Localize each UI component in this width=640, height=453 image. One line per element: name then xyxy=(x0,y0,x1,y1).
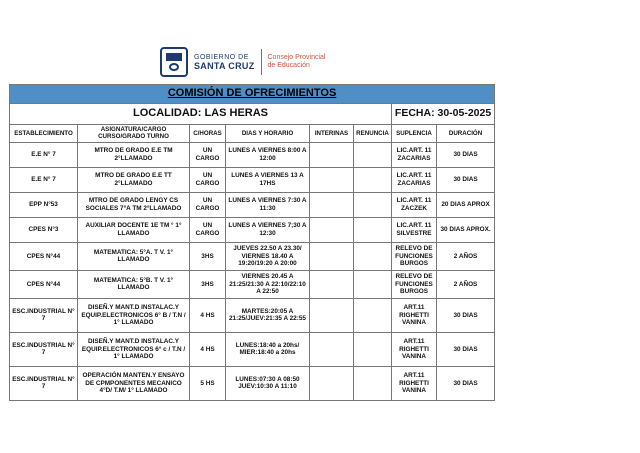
cell-duracion: 30 DIAS xyxy=(437,298,495,332)
cell-renuncia xyxy=(354,298,392,332)
cell-suplencia: LIC.ART. 11 ZACZEK xyxy=(392,192,437,217)
offers-table xyxy=(9,84,495,401)
cell-asignatura: MATEMATICA: 5°B. T V. 1° LLAMADO xyxy=(78,270,190,298)
cell-suplencia: ART.11 RIGHETTI VANINA xyxy=(392,366,437,400)
col-header: RENUNCIA xyxy=(354,125,392,143)
cell-suplencia: RELEVO DE FUNCIONES BURGOS xyxy=(392,242,437,270)
gobierno-label: GOBIERNO DE xyxy=(194,54,249,61)
table-body xyxy=(10,142,495,400)
table-row xyxy=(10,298,495,332)
localidad-label: LOCALIDAD: LAS HERAS xyxy=(10,104,392,125)
cell-duracion: 30 DIAS xyxy=(437,332,495,366)
cell-asignatura: OPERACIÓN MANTEN.Y ENSAYO DE CPMPONENTES MECANICO 4°D/ T.M/ 1° LLAMADO xyxy=(78,366,190,400)
table-row xyxy=(10,192,495,217)
table-row xyxy=(10,167,495,192)
cell-renuncia xyxy=(354,366,392,400)
cell-renuncia xyxy=(354,242,392,270)
cell-renuncia xyxy=(354,270,392,298)
cell-horas: 4 HS xyxy=(190,298,226,332)
cell-duracion: 30 DIAS xyxy=(437,366,495,400)
cell-asignatura: DISEÑ.Y MANT.D INSTALAC.Y EQUIP.ELECTRONICOS 6° B / T.N / 1° LLAMADO xyxy=(78,298,190,332)
table-row xyxy=(10,242,495,270)
cell-duracion: 20 DIAS APROX xyxy=(437,192,495,217)
cell-horas: 4 HS xyxy=(190,332,226,366)
cell-duracion: 2 AÑOS xyxy=(437,242,495,270)
cell-interinas xyxy=(310,242,354,270)
consejo-line-1: Consejo Provincial xyxy=(267,54,326,61)
cell-asignatura: AUXILIAR DOCENTE 1E TM ° 1° LLAMADO xyxy=(78,217,190,242)
cell-establecimiento: ESC.INDUSTRIAL N° 7 xyxy=(10,298,78,332)
cell-asignatura: DISEÑ.Y MANT.D INSTALAC.Y EQUIP.ELECTRONICOS 6° c / T.N / 1° LLAMADO xyxy=(78,332,190,366)
cell-interinas xyxy=(310,142,354,167)
cell-suplencia: LIC.ART. 11 ZACARIAS xyxy=(392,167,437,192)
cell-horario: LUNES:07:30 A 08:50 JUEV:10:30 A 11:10 xyxy=(226,366,310,400)
cell-horario: VIERNES 20.45 A 21:25/21:30 A 22:10/22:10 A 22:50 xyxy=(226,270,310,298)
consejo-line-2: de Educación xyxy=(267,62,310,69)
fecha-label: FECHA: 30-05-2025 xyxy=(392,104,495,125)
col-header: SUPLENCIA xyxy=(392,125,437,143)
cell-establecimiento: ESC.INDUSTRIAL N° 7 xyxy=(10,366,78,400)
col-header: ASIGNATURA/CARGO CURSO/GRADO TURNO xyxy=(78,125,190,143)
cell-duracion: 30 DIAS xyxy=(437,142,495,167)
cell-duracion: 2 AÑOS xyxy=(437,270,495,298)
table-row xyxy=(10,217,495,242)
cell-establecimiento: CPES N°44 xyxy=(10,270,78,298)
cell-establecimiento: E.E N° 7 xyxy=(10,142,78,167)
table-row xyxy=(10,142,495,167)
header-divider xyxy=(261,49,262,75)
cell-horario: LUNES A VIERNES 13 A 17HS xyxy=(226,167,310,192)
cell-interinas xyxy=(310,192,354,217)
cell-horario: LUNES A VIERNES 8:00 A 12:00 xyxy=(226,142,310,167)
cell-suplencia: LIC.ART. 11 ZACARIAS xyxy=(392,142,437,167)
cell-renuncia xyxy=(354,332,392,366)
letterhead xyxy=(160,45,360,79)
col-header: INTERINAS xyxy=(310,125,354,143)
cell-horario: LUNES A VIERNES 7;30 A 12:30 xyxy=(226,217,310,242)
cell-establecimiento: E.E N° 7 xyxy=(10,167,78,192)
cell-horario: LUNES:18:40 a 20hs/ MIER:18:40 a 20hs xyxy=(226,332,310,366)
santa-cruz-label: SANTA CRUZ xyxy=(194,61,255,71)
col-header: DIAS Y HORARIO xyxy=(226,125,310,143)
cell-interinas xyxy=(310,270,354,298)
cell-interinas xyxy=(310,217,354,242)
location-row xyxy=(10,104,495,125)
cell-renuncia xyxy=(354,217,392,242)
cell-suplencia: ART.11 RIGHETTI VANINA xyxy=(392,298,437,332)
cell-suplencia: LIC.ART. 11 SILVESTRE xyxy=(392,217,437,242)
cell-establecimiento: CPES N°44 xyxy=(10,242,78,270)
cell-suplencia: RELEVO DE FUNCIONES BURGOS xyxy=(392,270,437,298)
cell-duracion: 30 DIAS xyxy=(437,167,495,192)
cell-duracion: 30 DIAS APROX. xyxy=(437,217,495,242)
cell-establecimiento: ESC.INDUSTRIAL N° 7 xyxy=(10,332,78,366)
cell-renuncia xyxy=(354,192,392,217)
table-row xyxy=(10,332,495,366)
cell-interinas xyxy=(310,366,354,400)
cell-horas: 3HS xyxy=(190,270,226,298)
cell-asignatura: MTRO DE GRADO E.E TM 2°LLAMADO xyxy=(78,142,190,167)
table-row xyxy=(10,366,495,400)
cell-interinas xyxy=(310,167,354,192)
title-row xyxy=(10,85,495,104)
cell-horario: JUEVES 22.50 A 23.30/ VIERNES 18.40 A 19:20/19:20 A 20:00 xyxy=(226,242,310,270)
cell-horas: UN CARGO xyxy=(190,192,226,217)
cell-horas: UN CARGO xyxy=(190,142,226,167)
cell-interinas xyxy=(310,298,354,332)
cell-renuncia xyxy=(354,142,392,167)
cell-horas: 3HS xyxy=(190,242,226,270)
cell-suplencia: ART.11 RIGHETTI VANINA xyxy=(392,332,437,366)
cell-horario: LUNES A VIERNES 7:30 A 11:30 xyxy=(226,192,310,217)
cell-interinas xyxy=(310,332,354,366)
cell-establecimiento: EPP N°53 xyxy=(10,192,78,217)
page-title: COMISIÓN DE OFRECIMIENTOS xyxy=(10,85,495,104)
col-header: C/HORAS xyxy=(190,125,226,143)
cell-horas: UN CARGO xyxy=(190,167,226,192)
table-row xyxy=(10,270,495,298)
cell-horario: MARTES:20:05 A 21:25/JUEV:21:35 A 22:55 xyxy=(226,298,310,332)
cell-renuncia xyxy=(354,167,392,192)
gobierno-text xyxy=(194,54,255,70)
cell-horas: UN CARGO xyxy=(190,217,226,242)
col-header: DURACIÓN xyxy=(437,125,495,143)
cell-asignatura: MATEMATICA: 5°A. T V. 1° LLAMADO xyxy=(78,242,190,270)
cell-asignatura: MTRO DE GRADO LENGY CS SOCIALES 7°A TM 2°LLAMADO xyxy=(78,192,190,217)
table-header xyxy=(10,125,495,143)
cell-asignatura: MTRO DE GRADO E.E TT 2°LLAMADO xyxy=(78,167,190,192)
consejo-text xyxy=(268,54,326,70)
cell-establecimiento: CPES N°3 xyxy=(10,217,78,242)
coat-of-arms-icon xyxy=(160,47,188,77)
col-header: ESTABLECIMIENTO xyxy=(10,125,78,143)
cell-horas: 5 HS xyxy=(190,366,226,400)
